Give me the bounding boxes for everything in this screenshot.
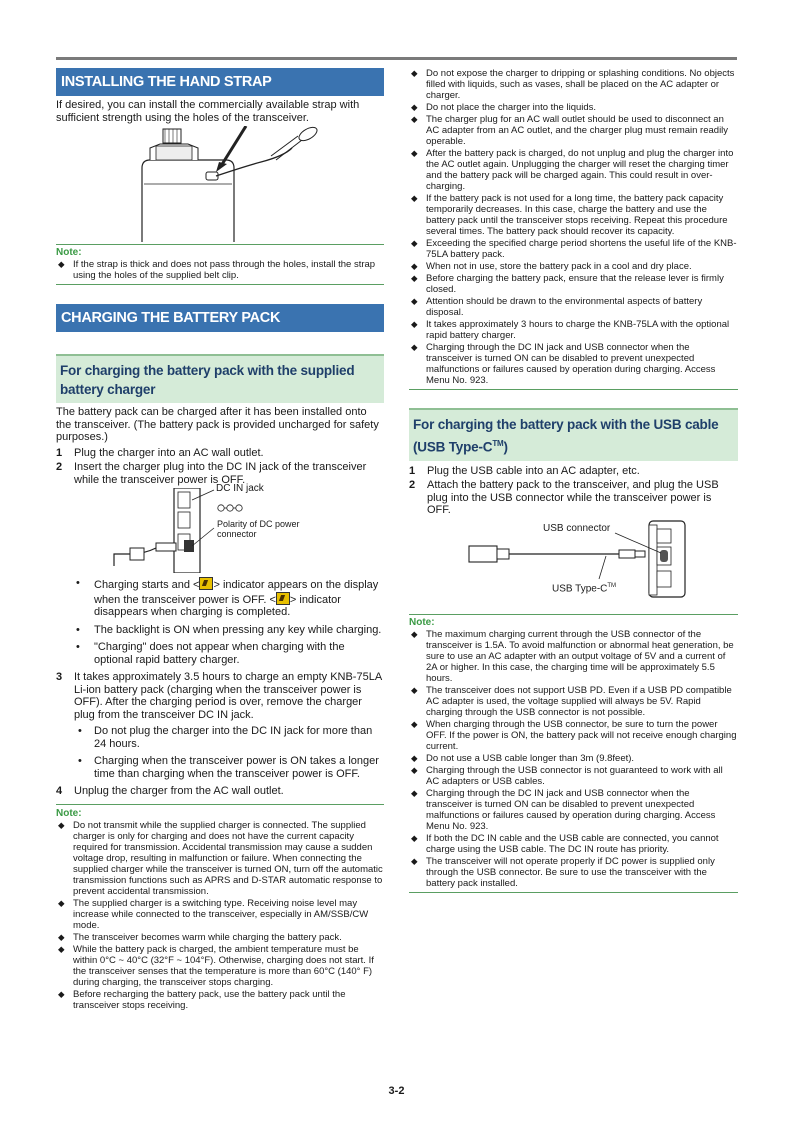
charging-intro: The battery pack can be charged after it has been installed onto the transceiver. (The battery pack is provided uncharged for safety purposes.) [56, 406, 379, 443]
note-rule [56, 244, 384, 245]
usb-note-item: ◆ Charging through the USB connector is not guaranteed to work with all AC adapters or USB cables. [409, 765, 738, 787]
usb-type-c-label: USB Type-C™ [552, 582, 617, 594]
step-3-bullets [74, 725, 384, 780]
section-title-hand-strap: INSTALLING THE HAND STRAP [56, 68, 384, 96]
step-2: 2 Insert the charger plug into the DC IN jack of the transceiver while the transceiver power is OFF. DC IN jack Polarity of DC power connector [56, 461, 384, 573]
right-top-notes [409, 68, 738, 386]
section-title-charging: CHARGING THE BATTERY PACK [56, 304, 384, 332]
charging-note-item: ◆ Before recharging the battery pack, use the battery pack until the transceiver stops receiving. [56, 989, 384, 1011]
usb-connector-label: USB connector [543, 522, 611, 534]
strap-note-item: ◆ If the strap is thick and does not pass through the holes, install the strap using the holes of the supplied belt clip. [56, 259, 384, 281]
left-column [56, 68, 384, 1012]
note-rule [409, 614, 738, 615]
charging-notes [56, 820, 384, 1011]
polarity-label: Polarity of DC power connector [217, 519, 300, 539]
note-item: ◆ The charger plug for an AC wall outlet should be used to disconnect an AC adapter from an AC outlet, and the charger plug must remain readily operable. [409, 114, 738, 147]
note-item: ◆ Do not place the charger into the liquids. [409, 102, 738, 113]
subsection-title-usb: For charging the battery pack with the USB cable (USB Type-C™) [409, 410, 738, 461]
usb-note-item: ◆ The transceiver does not support USB PD. Even if a USB PD compatible AC adapter is used, the voltage supplied will always be 5V. Rapid charging through the USB connector is not possible. [409, 685, 738, 718]
step-3-bullet: • Charging when the transceiver power is ON takes a longer time than charging when the transceiver power is OFF. [74, 755, 384, 780]
dc-in-jack-label: DC IN jack [216, 483, 264, 494]
usb-illustration [409, 519, 738, 614]
dc-in-illustration [74, 483, 384, 573]
charging-note-item: ◆ The transceiver becomes warm while charging the battery pack. [56, 932, 384, 943]
step-3: 3 It takes approximately 3.5 hours to charge an empty KNB-75LA Li-ion battery pack (charging when the transceiver power is OFF). After the charging period is over, remove the charger plug from the transceiver DC IN jack. • Do not plug the charger into the DC IN jack for more than 24 hours. • Charging when the transceiver power is ON takes a longer time than charging when the transceiver power is OFF. [56, 671, 384, 780]
usb-note-item: ◆ The maximum charging current through the USB connector of the transceiver is 1.5A. To avoid malfunction or abnormal heat generation, be sure to use an AC adapter with an output voltage of 5V and a current of 2A or higher. In this case, the charging time will be approximately 5.5 hours. [409, 629, 738, 684]
note-item: ◆ When not in use, store the battery pack in a cool and dry place. [409, 261, 738, 272]
usb-note-label: Note: [409, 616, 435, 628]
charging-note-item: ◆ The supplied charger is a switching type. Receiving noise level may increase while connected to the transceiver, especially in AM/SSB/CW mode. [56, 898, 384, 931]
page-number: 3-2 [388, 1085, 405, 1097]
note-item: ◆ After the battery pack is charged, do not unplug and plug the charger into the AC outlet again. Unplugging the charger will reset the charging timer and the battery pack will be charged again. This could result in over-charging. [409, 148, 738, 192]
note-rule [409, 892, 738, 893]
strap-illustration [56, 126, 384, 242]
usb-step-2: 2 Attach the battery pack to the transceiver, and plug the USB plug into the USB connector while the transceiver power is OFF. [409, 479, 719, 516]
note-rule [56, 804, 384, 805]
subsection-title-supplied-charger: For charging the battery pack with the supplied battery charger [56, 356, 384, 403]
note-item: ◆ Before charging the battery pack, ensure that the release lever is firmly closed. [409, 273, 738, 295]
note-item: ◆ Attention should be drawn to the environmental aspects of battery disposal. [409, 296, 738, 318]
charging-note-item: ◆ Do not transmit while the supplied charger is connected. The supplied charger is only for charging and does not have the current capacity required for transmission. Accidental transmission may cause a sudden voltage drop, resulting in malfunction or failure. When connecting the supplied charger while the transceiver is turned ON, turn off the automatic transmission functions such as APRS and D-STAR automatic response to prevent accidental transmission. [56, 820, 384, 897]
usb-steps [409, 465, 738, 517]
right-column [409, 68, 738, 893]
strap-note-label: Note: [56, 247, 82, 258]
charging-bullets [56, 577, 384, 666]
note-item: ◆ If the battery pack is not used for a long time, the battery pack capacity temporarily decreases. In this case, charge the battery and use the battery pack until the transceiver stops receiving. Repeat this procedure several times. The battery pack should recover its capacity. [409, 193, 738, 237]
bullet-backlight: • The backlight is ON when pressing any key while charging. [56, 624, 384, 637]
top-rule [56, 57, 737, 60]
step-4: 4 Unplug the charger from the AC wall outlet. [56, 785, 284, 797]
usb-note-item: ◆ If both the DC IN cable and the USB cable are connected, you cannot charge using the USB cable. The DC IN route has priority. [409, 833, 738, 855]
usb-note-item: ◆ When charging through the USB connector, be sure to turn the power OFF. If the power is ON, the battery pack will not receive enough charging current. [409, 719, 738, 752]
usb-note-item: ◆ Do not use a USB cable longer than 3m (9.8feet). [409, 753, 738, 764]
note-item: ◆ Charging through the DC IN jack and USB connector when the transceiver is turned ON can be disabled to prevent unexpected malfunctions or failures caused by operation during charging. Access Menu No. 923. [409, 342, 738, 386]
charging-steps [56, 447, 384, 574]
strap-notes [56, 259, 384, 281]
charging-indicator-icon [199, 577, 213, 590]
usb-note-item: ◆ Charging through the DC IN jack and USB connector when the transceiver is turned ON can be disabled to prevent unexpected malfunctions or failures caused by operation during charging. Access Menu No. 923. [409, 788, 738, 832]
charging-indicator-icon [276, 592, 290, 605]
charging-note-item: ◆ While the battery pack is charged, the ambient temperature must be within 0°C ~ 40°C (32°F ~ 104°F). Otherwise, charging does not start. If the transceiver senses that the temperature is more than 60°C (140° F) during charging, the transceiver stops charging. [56, 944, 384, 988]
usb-step-1: 1 Plug the USB cable into an AC adapter, etc. [409, 464, 640, 477]
note-item: ◆ It takes approximately 3 hours to charge the KNB-75LA with the optional rapid battery charger. [409, 319, 738, 341]
note-item: ◆ Do not expose the charger to dripping or splashing conditions. No objects filled with liquids, such as vases, shall be placed on the AC adapter or charger. [409, 68, 738, 101]
charging-note-label: Note: [56, 807, 82, 819]
usb-note-item: ◆ The transceiver will not operate properly if DC power is supplied only through the USB connector. Be sure to use the transceiver with the battery pack installed. [409, 856, 738, 889]
step-3-bullet: • Do not plug the charger into the DC IN jack for more than 24 hours. [74, 725, 384, 750]
usb-notes [409, 629, 738, 889]
bullet-rapid-charger: • "Charging" does not appear when charging with the optional rapid battery charger. [56, 641, 384, 666]
step-1: 1 Plug the charger into an AC wall outlet. [56, 446, 264, 459]
bullet-charging-indicator: • Charging starts and < > indicator appears on the display when the transceiver power is OFF. < > indicator disappears when charging is completed. [56, 577, 384, 619]
strap-intro: If desired, you can install the commercially available strap with sufficient strength using the holes of the transceiver. [56, 99, 360, 124]
note-item: ◆ Exceeding the specified charge period shortens the useful life of the KNB-75LA battery pack. [409, 238, 738, 260]
charging-steps-cont [56, 671, 384, 798]
radio-strap-drawing [56, 126, 384, 242]
